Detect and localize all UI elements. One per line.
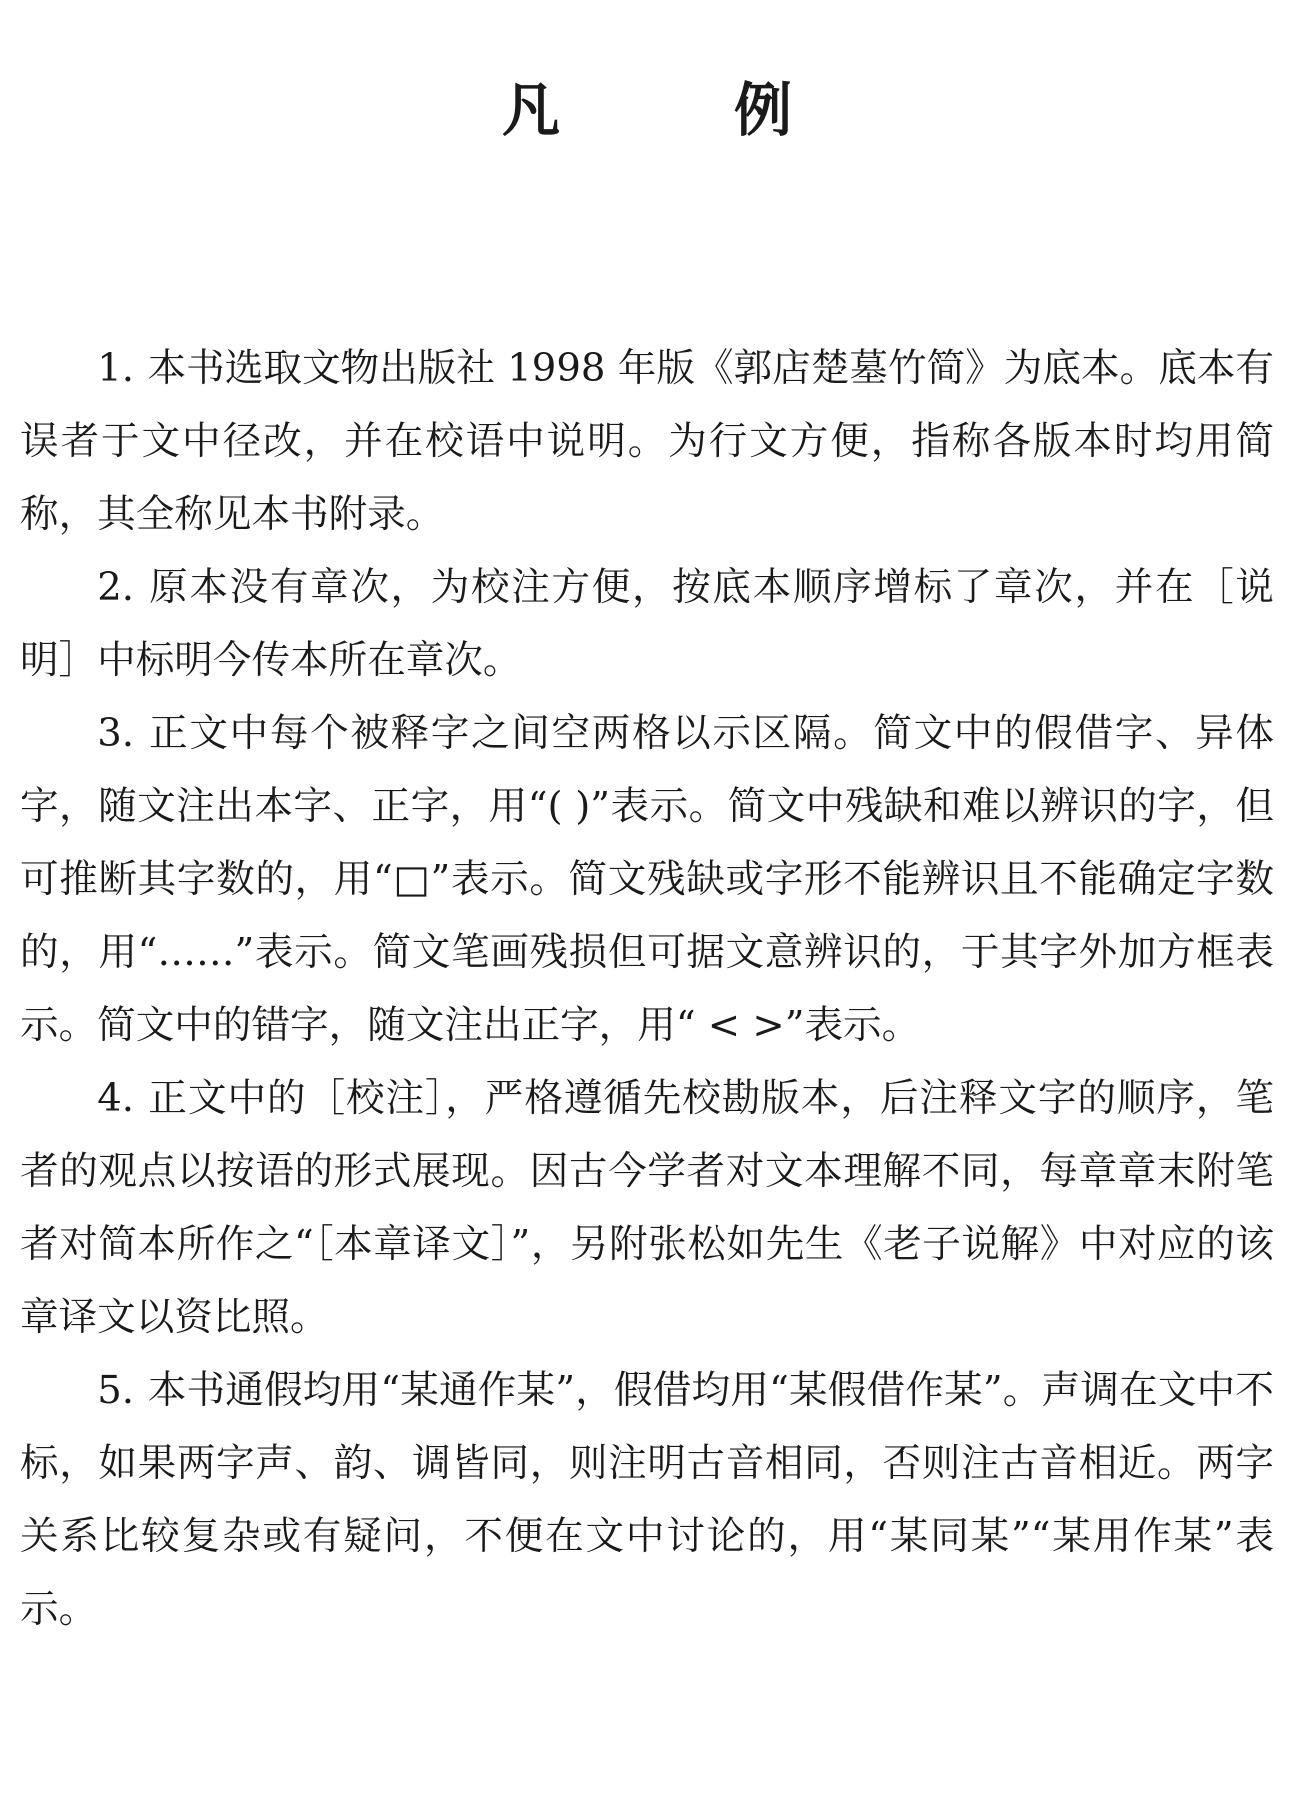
page-title: 凡 例	[501, 76, 850, 144]
paragraph-number: 4.	[97, 1076, 134, 1121]
paragraph-number: 5.	[97, 1368, 134, 1413]
paragraph-3	[20, 697, 1274, 1062]
paragraph-text: 本书通假均用“某通作某”，假借均用“某假借作某”。声调在文中不标，如果两字声、韵、调皆同，则注明古音相同，否则注古音相近。两字关系比较复杂或有疑问，不便在文中讨论的，用“某同某”“某用作某”表示。	[20, 1368, 1274, 1632]
paragraph-5	[20, 1354, 1274, 1646]
paragraph-1	[20, 332, 1274, 551]
paragraph-4	[20, 1062, 1274, 1354]
paragraph-text: 正文中每个被释字之间空两格以示区隔。简文中的假借字、异体字，随文注出本字、正字，用“( )”表示。简文中残缺和难以辨识的字，但可推断其字数的，用“□”表示。简文残缺或字形不能辨识且不能确定字数的，用“……”表示。简文笔画残损但可据文意辨识的，于其字外加方框表示。简文中的错字，随文注出正字，用“ < >”表示。	[20, 711, 1274, 1048]
paragraph-text: 正文中的［校注］，严格遵循先校勘版本，后注释文字的顺序，笔者的观点以按语的形式展现。因古今学者对文本理解不同，每章章末附笔者对简本所作之“［本章译文］”，另附张松如先生《老子说解》中对应的该章译文以资比照。	[20, 1076, 1274, 1340]
body-text	[20, 332, 1274, 1646]
paragraph-number: 1.	[97, 346, 134, 391]
paragraph-2	[20, 551, 1274, 697]
paragraph-number: 3.	[97, 711, 134, 756]
paragraph-text: 本书选取文物出版社 1998 年版《郭店楚墓竹简》为底本。底本有误者于文中径改，并在校语中说明。为行文方便，指称各版本时均用简称，其全称见本书附录。	[20, 346, 1274, 537]
paragraph-number: 2.	[97, 565, 134, 610]
paragraph-text: 原本没有章次，为校注方便，按底本顺序增标了章次，并在［说明］中标明今传本所在章次。	[20, 565, 1274, 683]
